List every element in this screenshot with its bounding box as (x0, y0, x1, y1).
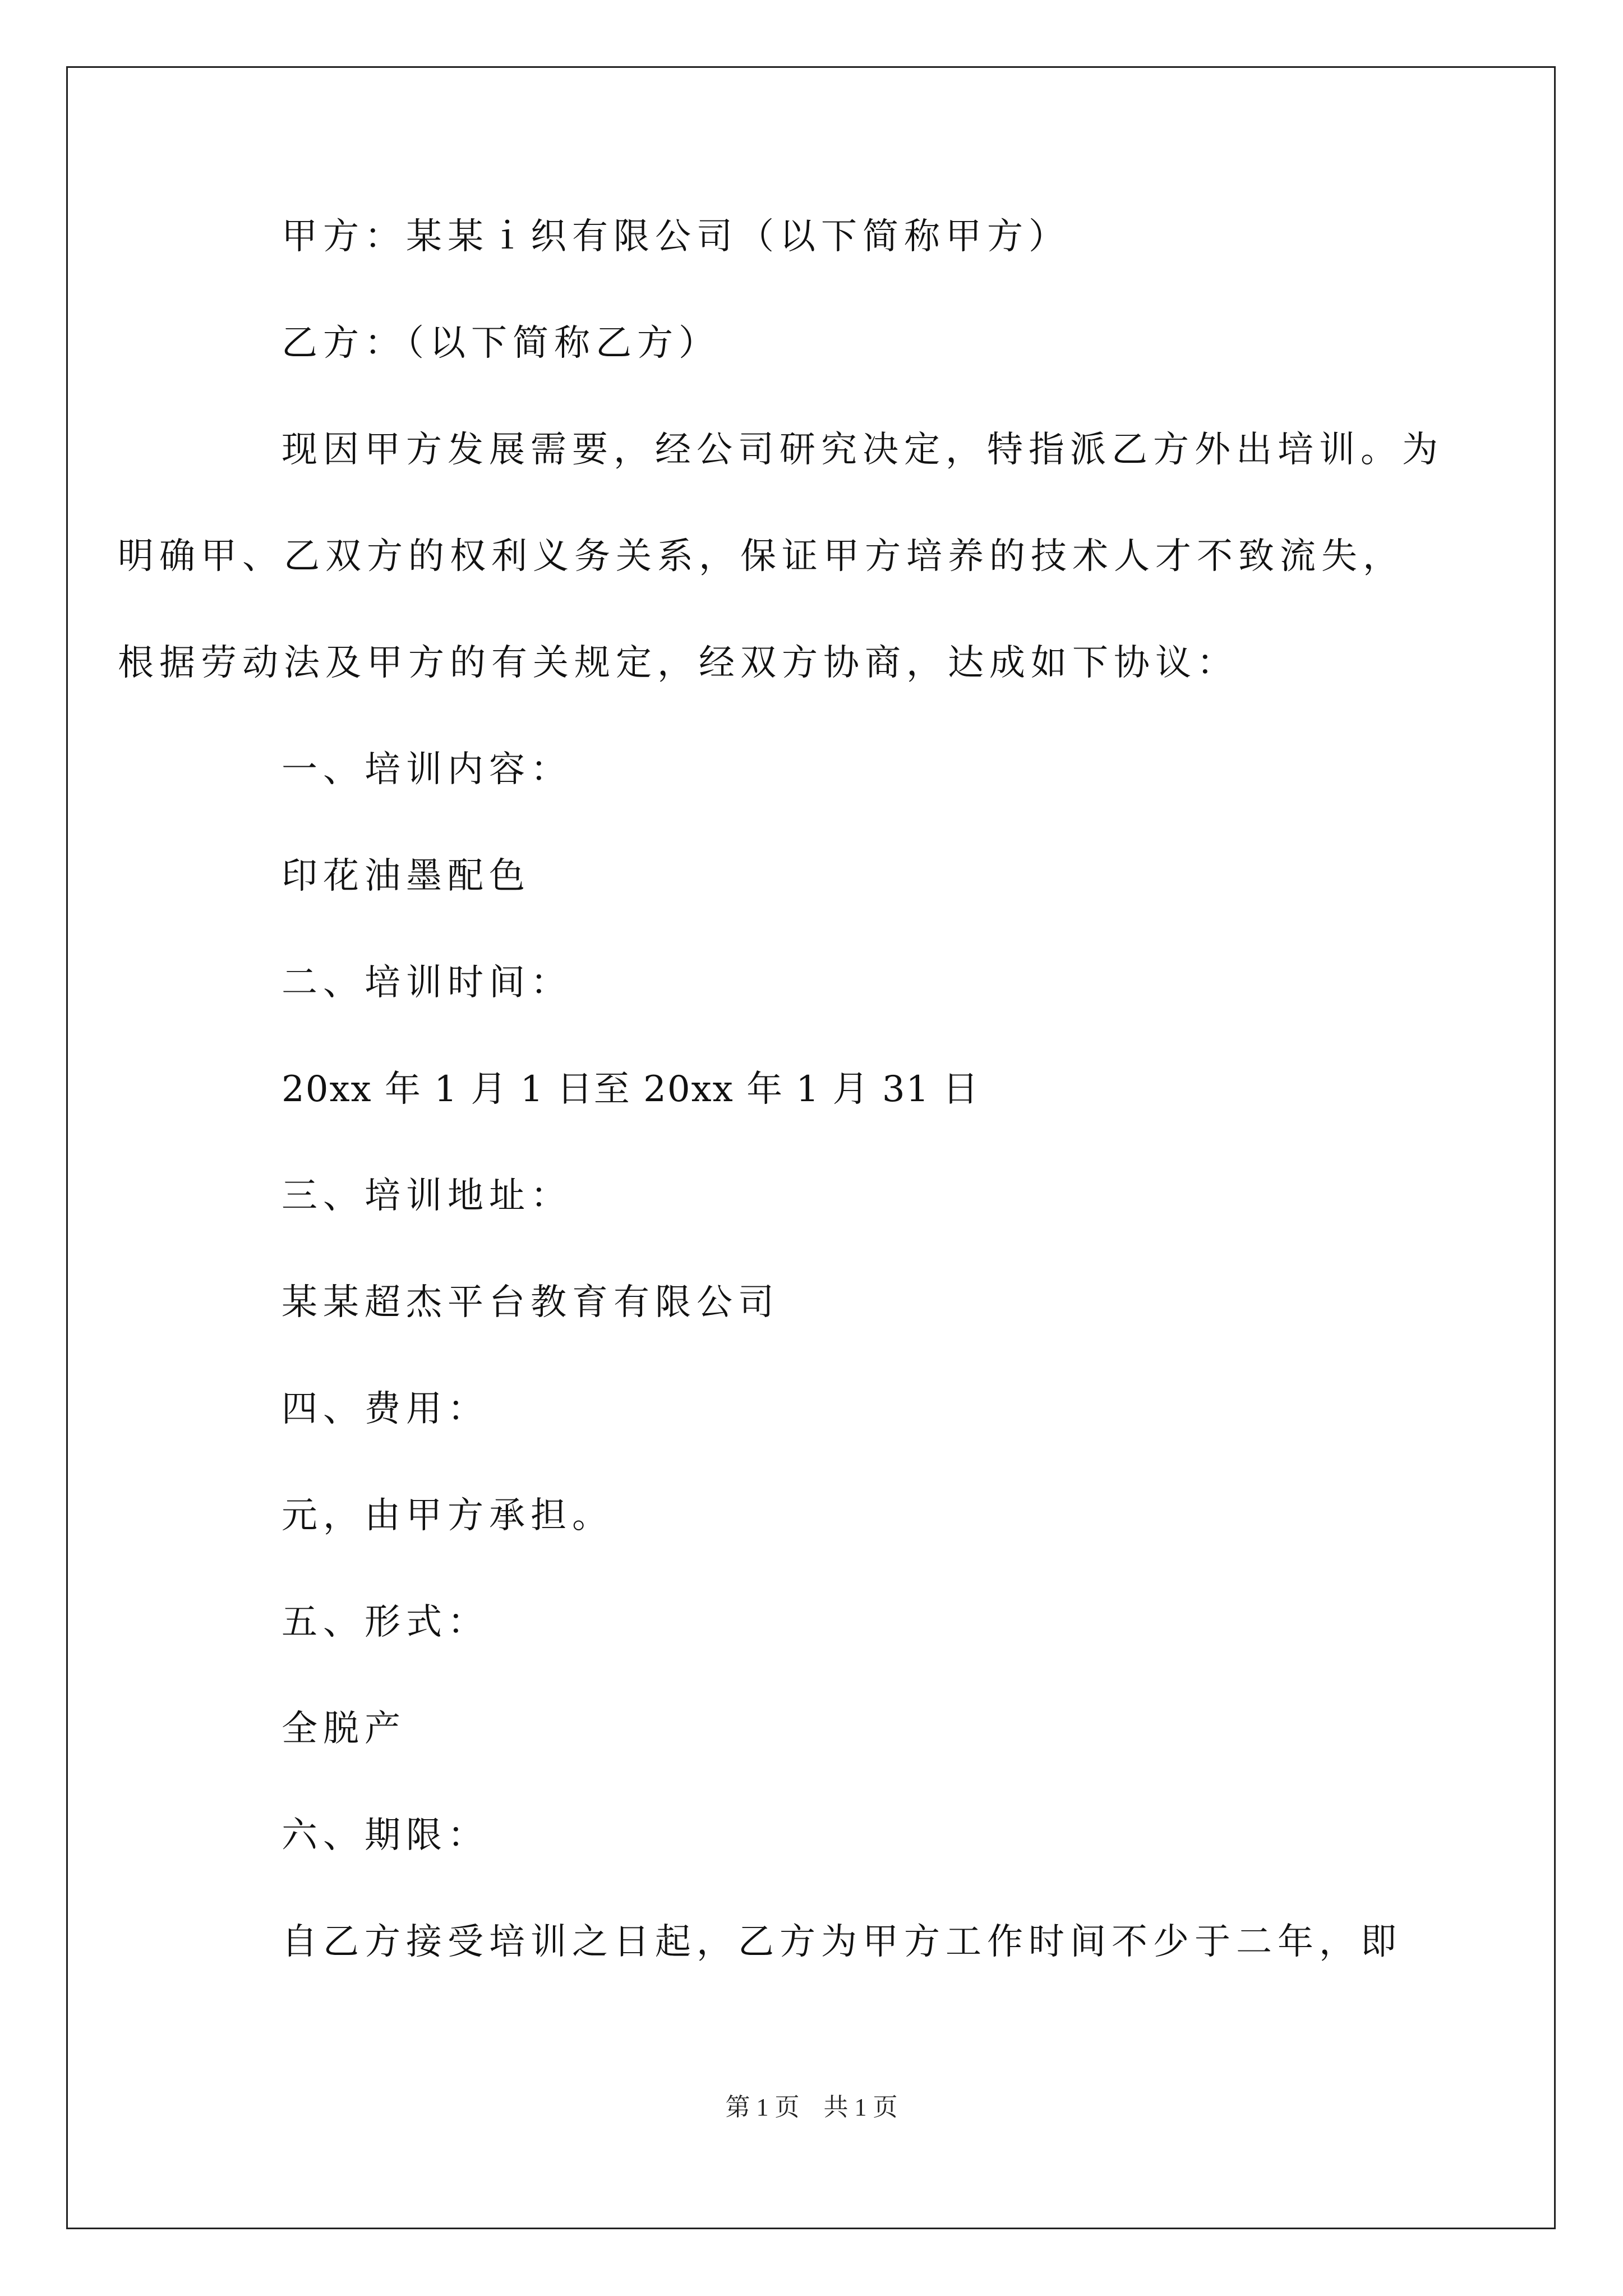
section-4-body: 元，由甲方承担。 (282, 1495, 614, 1536)
section-3-body: 某某超杰平台教育有限公司 (282, 1282, 780, 1323)
section-5-heading: 五、形式： (282, 1602, 489, 1643)
intro-line-2: 明确甲、乙双方的权利义务关系，保证甲方培养的技术人才不致流失， (118, 536, 1404, 577)
section-1-heading: 一、培训内容： (282, 749, 572, 790)
party-a-line: 甲方：某某ｉ织有限公司（以下简称甲方） (282, 216, 1070, 257)
page-total: 共 1 页 (823, 2093, 898, 2121)
intro-line-1: 现因甲方发展需要，经公司研究决定，特指派乙方外出培训。为 (282, 429, 1444, 471)
page-number: 第 1 页 (725, 2093, 800, 2121)
section-6-body: 自乙方接受培训之日起，乙方为甲方工作时间不少于二年，即 (282, 1921, 1402, 1963)
document-body (118, 216, 1444, 1963)
section-6-heading: 六、期限： (282, 1815, 489, 1856)
section-1-body: 印花油墨配色 (282, 855, 531, 897)
section-5-body: 全脱产 (282, 1708, 406, 1750)
party-b-line: 乙方：（以下简称乙方） (282, 323, 720, 364)
section-2-body: 20xx 年 1 月 1 日至 20xx 年 1 月 31 日 (282, 1069, 980, 1110)
section-2-heading: 二、培训时间： (282, 962, 572, 1004)
section-3-heading: 三、培训地址： (282, 1175, 572, 1217)
section-4-heading: 四、费用： (282, 1388, 489, 1430)
page-footer (0, 2087, 1623, 2123)
intro-line-3: 根据劳动法及甲方的有关规定，经双方协商，达成如下协议： (118, 642, 1238, 684)
